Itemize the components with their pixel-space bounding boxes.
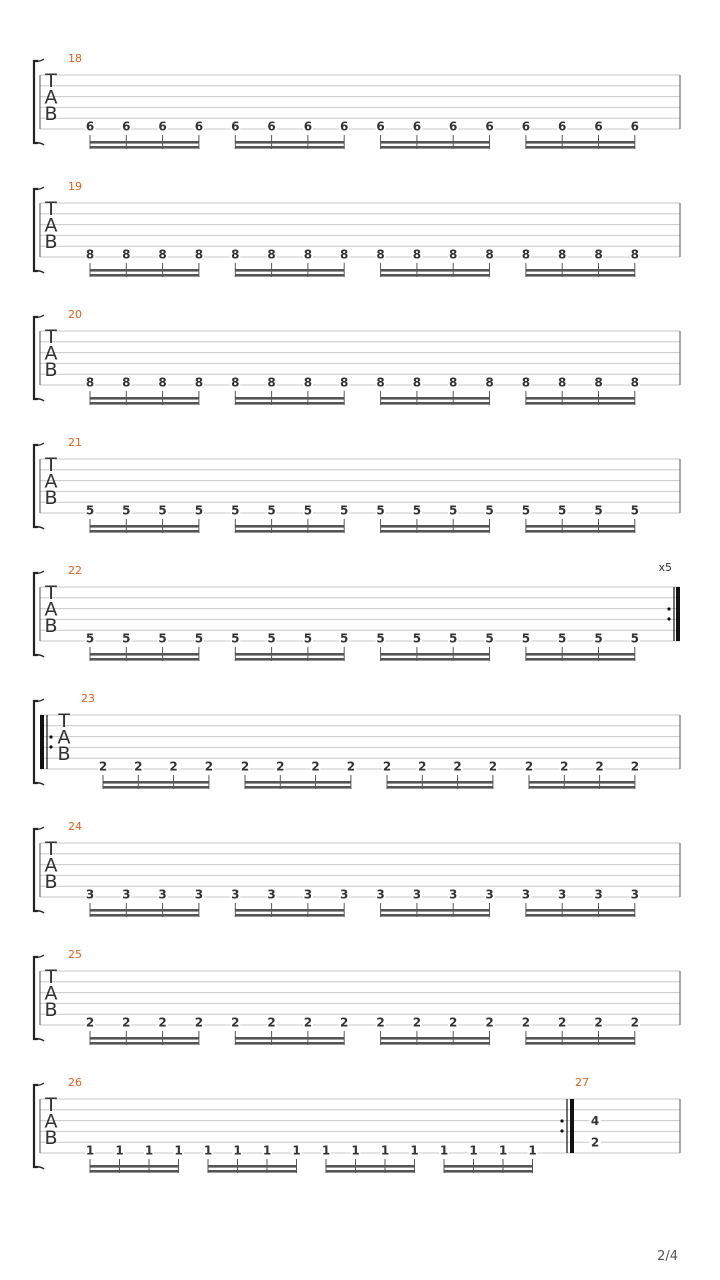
fret-number: 8 xyxy=(558,247,567,262)
tab-system xyxy=(34,436,680,533)
fret-number: 1 xyxy=(85,1143,95,1158)
fret-number: 1 xyxy=(174,1143,183,1158)
fret-number: 2 xyxy=(267,1015,276,1030)
beam-primary xyxy=(526,1042,635,1045)
fret-number: 3 xyxy=(594,887,603,902)
beam-secondary xyxy=(526,141,635,144)
beam-primary xyxy=(235,1042,344,1045)
tab-clef-letter: A xyxy=(44,86,58,109)
beam-primary xyxy=(526,530,635,533)
fret-number: 5 xyxy=(267,503,276,518)
beam-primary xyxy=(387,786,493,789)
fret-number: 5 xyxy=(558,503,567,518)
fret-number: 5 xyxy=(521,631,531,646)
system-bracket xyxy=(34,61,38,143)
fret-number: 5 xyxy=(412,503,422,518)
beam-primary xyxy=(381,1042,490,1045)
tab-clef-letter: A xyxy=(44,598,58,621)
tab-system xyxy=(34,308,680,405)
measure-number: 22 xyxy=(68,564,82,577)
fret-number: 1 xyxy=(233,1143,242,1158)
beam-secondary xyxy=(235,909,344,912)
fret-number: 5 xyxy=(558,631,567,646)
fret-number: 8 xyxy=(521,375,531,390)
tab-clef-letter: B xyxy=(44,231,58,253)
fret-number: 2 xyxy=(231,1015,240,1030)
fret-number: 3 xyxy=(194,887,204,902)
fret-number: 5 xyxy=(521,503,531,518)
fret-number: 8 xyxy=(449,375,458,390)
fret-number: 6 xyxy=(231,119,240,134)
fret-number: 2 xyxy=(630,759,640,774)
fret-number: 6 xyxy=(558,119,567,134)
beam-secondary xyxy=(235,269,344,272)
fret-number: 2 xyxy=(418,759,427,774)
fret-number: 1 xyxy=(203,1143,213,1158)
fret-number: 5 xyxy=(485,503,494,518)
fret-number: 8 xyxy=(594,375,603,390)
tab-system xyxy=(34,1076,680,1173)
fret-number: 2 xyxy=(122,1015,131,1030)
fret-number: 5 xyxy=(376,503,385,518)
beam-secondary xyxy=(90,397,199,400)
fret-number: 5 xyxy=(630,503,639,518)
tab-clef-letter: B xyxy=(44,487,58,509)
beam-secondary xyxy=(103,781,209,784)
fret-number: 5 xyxy=(85,503,95,518)
beam-secondary xyxy=(526,269,635,272)
fret-number: 2 xyxy=(194,1015,204,1030)
system-bracket xyxy=(34,701,38,783)
fret-number: 1 xyxy=(410,1143,419,1158)
beam-primary xyxy=(529,786,635,789)
fret-number: 5 xyxy=(340,503,349,518)
fret-number: 1 xyxy=(469,1143,478,1158)
beam-primary xyxy=(526,402,635,405)
fret-number: 8 xyxy=(412,247,422,262)
fret-number: 8 xyxy=(485,375,494,390)
tab-system xyxy=(34,52,680,149)
fret-number: 8 xyxy=(194,247,204,262)
fret-number: 8 xyxy=(158,375,167,390)
fret-number: 2 xyxy=(485,1015,494,1030)
fret-number: 2 xyxy=(276,759,285,774)
fret-number: 8 xyxy=(412,375,422,390)
fret-number: 3 xyxy=(231,887,240,902)
fret-number: 2 xyxy=(169,759,178,774)
fret-number: 6 xyxy=(485,119,494,134)
fret-number: 8 xyxy=(267,247,276,262)
beam-primary xyxy=(235,530,344,533)
fret-number: 1 xyxy=(498,1143,508,1158)
measure-number: 24 xyxy=(68,820,82,833)
beam-secondary xyxy=(381,525,490,528)
fret-number: 1 xyxy=(292,1143,301,1158)
measure-number: 19 xyxy=(68,180,82,193)
system-bracket xyxy=(34,829,38,911)
beam-secondary xyxy=(90,1037,199,1040)
tab-clef-letter: T xyxy=(45,1094,57,1116)
measure-number: 18 xyxy=(68,52,82,65)
repeat-dot xyxy=(667,617,670,620)
fret-number: 8 xyxy=(85,375,95,390)
fret-number: 8 xyxy=(231,375,240,390)
tab-clef-letter: A xyxy=(44,470,58,493)
fret-number: 5 xyxy=(594,631,603,646)
fret-number: 2 xyxy=(630,1015,639,1030)
fret-number: 6 xyxy=(267,119,276,134)
fret-number: 3 xyxy=(558,887,567,902)
beam-secondary xyxy=(526,525,635,528)
beam-secondary xyxy=(526,909,635,912)
fret-number: 2 xyxy=(240,759,250,774)
tab-clef-letter: B xyxy=(44,871,58,893)
beam-primary xyxy=(90,1170,179,1173)
beam-primary xyxy=(90,402,199,405)
beam-secondary xyxy=(235,525,344,528)
beam-primary xyxy=(208,1170,297,1173)
fret-number: 3 xyxy=(122,887,131,902)
fret-number: 8 xyxy=(630,247,639,262)
fret-number: 3 xyxy=(267,887,276,902)
tab-clef-letter: T xyxy=(45,582,57,604)
page-number: 2/4 xyxy=(657,1249,678,1264)
fret-number: 3 xyxy=(449,887,458,902)
beam-secondary xyxy=(381,909,490,912)
fret-number: 5 xyxy=(158,631,167,646)
fret-number: 1 xyxy=(262,1143,272,1158)
fret-number: 6 xyxy=(521,119,531,134)
fret-number: 8 xyxy=(158,247,167,262)
tab-clef-letter: A xyxy=(44,854,58,877)
beam-secondary xyxy=(245,781,351,784)
fret-number: 2 xyxy=(134,759,143,774)
measure-number: 27 xyxy=(575,1076,589,1089)
beam-secondary xyxy=(90,525,199,528)
fret-number: 2 xyxy=(590,1135,600,1150)
beam-primary xyxy=(526,274,635,277)
fret-number: 8 xyxy=(122,375,131,390)
tab-system xyxy=(34,561,680,661)
beam-secondary xyxy=(90,909,199,912)
fret-number: 1 xyxy=(439,1143,449,1158)
tab-system xyxy=(34,948,680,1045)
beam-primary xyxy=(90,274,199,277)
tab-system xyxy=(34,180,680,277)
tab-clef-letter: A xyxy=(44,342,58,365)
beam-secondary xyxy=(529,781,635,784)
beam-primary xyxy=(381,658,490,661)
tab-clef-letter: T xyxy=(45,838,57,860)
fret-number: 2 xyxy=(595,759,604,774)
beam-secondary xyxy=(381,269,490,272)
repeat-dot xyxy=(667,607,670,610)
fret-number: 8 xyxy=(449,247,458,262)
beam-primary xyxy=(235,402,344,405)
fret-number: 5 xyxy=(303,631,313,646)
beam-secondary xyxy=(90,141,199,144)
measure-number: 26 xyxy=(68,1076,82,1089)
fret-number: 2 xyxy=(204,759,214,774)
fret-number: 5 xyxy=(449,503,458,518)
fret-number: 5 xyxy=(158,503,167,518)
fret-number: 2 xyxy=(488,759,498,774)
tab-clef-letter: T xyxy=(45,454,57,476)
fret-number: 2 xyxy=(303,1015,313,1030)
system-bracket xyxy=(34,445,38,527)
fret-number: 2 xyxy=(346,759,356,774)
beam-primary xyxy=(381,146,490,149)
fret-number: 8 xyxy=(303,375,313,390)
beam-secondary xyxy=(208,1165,297,1168)
fret-number: 3 xyxy=(158,887,167,902)
tab-system xyxy=(34,692,680,789)
barline-thick xyxy=(570,1099,574,1153)
fret-number: 3 xyxy=(630,887,639,902)
beam-secondary xyxy=(235,397,344,400)
fret-number: 3 xyxy=(303,887,313,902)
fret-number: 2 xyxy=(85,1015,95,1030)
fret-number: 2 xyxy=(311,759,320,774)
fret-number: 3 xyxy=(521,887,531,902)
beam-secondary xyxy=(387,781,493,784)
fret-number: 8 xyxy=(303,247,313,262)
fret-number: 8 xyxy=(630,375,639,390)
fret-number: 8 xyxy=(558,375,567,390)
fret-number: 8 xyxy=(521,247,531,262)
beam-secondary xyxy=(444,1165,533,1168)
beam-secondary xyxy=(381,1037,490,1040)
beam-secondary xyxy=(235,653,344,656)
fret-number: 1 xyxy=(115,1143,124,1158)
system-bracket xyxy=(34,957,38,1039)
tab-clef-letter: B xyxy=(57,743,71,765)
tab-clef-letter: T xyxy=(45,198,57,220)
fret-number: 8 xyxy=(267,375,276,390)
fret-number: 2 xyxy=(382,759,392,774)
fret-number: 6 xyxy=(630,119,639,134)
tab-clef-letter: A xyxy=(44,982,58,1005)
fret-number: 6 xyxy=(122,119,131,134)
beam-secondary xyxy=(381,653,490,656)
beam-secondary xyxy=(90,1165,179,1168)
beam-primary xyxy=(381,914,490,917)
tab-clef-letter: A xyxy=(57,726,71,749)
beam-primary xyxy=(381,274,490,277)
beam-primary xyxy=(526,914,635,917)
repeat-start-thick-bar xyxy=(40,715,44,769)
fret-number: 6 xyxy=(449,119,458,134)
beam-primary xyxy=(235,658,344,661)
beam-primary xyxy=(526,658,635,661)
tab-clef-letter: B xyxy=(44,615,58,637)
fret-number: 3 xyxy=(85,887,95,902)
beam-secondary xyxy=(235,141,344,144)
beam-primary xyxy=(90,530,199,533)
beam-primary xyxy=(381,402,490,405)
fret-number: 8 xyxy=(485,247,494,262)
tab-clef-letter: A xyxy=(44,214,58,237)
fret-number: 8 xyxy=(594,247,603,262)
fret-number: 2 xyxy=(376,1015,385,1030)
fret-number: 5 xyxy=(85,631,95,646)
fret-number: 8 xyxy=(376,247,385,262)
repeat-end-thick-bar xyxy=(676,587,680,641)
fret-number: 1 xyxy=(144,1143,154,1158)
fret-number: 8 xyxy=(85,247,95,262)
beam-secondary xyxy=(90,269,199,272)
beam-primary xyxy=(90,914,199,917)
fret-number: 5 xyxy=(340,631,349,646)
tab-clef-letter: T xyxy=(58,710,70,732)
beam-primary xyxy=(90,1042,199,1045)
system-bracket xyxy=(34,189,38,271)
fret-number: 2 xyxy=(521,1015,531,1030)
fret-number: 2 xyxy=(449,1015,458,1030)
beam-secondary xyxy=(326,1165,415,1168)
fret-number: 5 xyxy=(376,631,385,646)
tab-clef-letter: B xyxy=(44,359,58,381)
beam-secondary xyxy=(526,1037,635,1040)
tab-clef-letter: B xyxy=(44,1127,58,1149)
fret-number: 5 xyxy=(231,631,240,646)
beam-primary xyxy=(245,786,351,789)
fret-number: 2 xyxy=(560,759,569,774)
fret-number: 2 xyxy=(558,1015,567,1030)
fret-number: 4 xyxy=(590,1114,600,1129)
beam-primary xyxy=(90,146,199,149)
fret-number: 6 xyxy=(340,119,349,134)
fret-number: 1 xyxy=(321,1143,331,1158)
beam-primary xyxy=(444,1170,533,1173)
fret-number: 5 xyxy=(412,631,422,646)
fret-number: 8 xyxy=(376,375,385,390)
repeat-dot xyxy=(49,745,52,748)
fret-number: 5 xyxy=(303,503,313,518)
fret-number: 1 xyxy=(351,1143,360,1158)
repeat-dot xyxy=(560,1129,563,1132)
fret-number: 1 xyxy=(528,1143,537,1158)
fret-number: 2 xyxy=(412,1015,422,1030)
system-bracket xyxy=(34,1085,38,1167)
beam-secondary xyxy=(526,397,635,400)
fret-number: 2 xyxy=(594,1015,603,1030)
fret-number: 8 xyxy=(231,247,240,262)
fret-number: 3 xyxy=(485,887,494,902)
beam-primary xyxy=(235,274,344,277)
fret-number: 6 xyxy=(194,119,204,134)
measure-number: 21 xyxy=(68,436,82,449)
measure-number: 25 xyxy=(68,948,82,961)
fret-number: 3 xyxy=(340,887,349,902)
beam-primary xyxy=(326,1170,415,1173)
fret-number: 6 xyxy=(158,119,167,134)
beam-secondary xyxy=(381,141,490,144)
fret-number: 3 xyxy=(376,887,385,902)
measure-number: 23 xyxy=(81,692,95,705)
fret-number: 6 xyxy=(303,119,313,134)
fret-number: 8 xyxy=(194,375,204,390)
fret-number: 8 xyxy=(122,247,131,262)
tab-system xyxy=(34,820,680,917)
beam-primary xyxy=(90,658,199,661)
repeat-count: x5 xyxy=(658,561,672,574)
fret-number: 5 xyxy=(231,503,240,518)
tab-clef-letter: T xyxy=(45,70,57,92)
fret-number: 5 xyxy=(630,631,639,646)
tab-clef-letter: B xyxy=(44,999,58,1021)
tab-clef-letter: B xyxy=(44,103,58,125)
fret-number: 2 xyxy=(98,759,108,774)
fret-number: 8 xyxy=(340,375,349,390)
repeat-dot xyxy=(49,735,52,738)
system-bracket xyxy=(34,317,38,399)
fret-number: 5 xyxy=(194,631,204,646)
fret-number: 6 xyxy=(376,119,385,134)
fret-number: 2 xyxy=(453,759,462,774)
fret-number: 6 xyxy=(85,119,95,134)
fret-number: 5 xyxy=(122,631,131,646)
beam-secondary xyxy=(90,653,199,656)
repeat-dot xyxy=(560,1119,563,1122)
fret-number: 5 xyxy=(449,631,458,646)
fret-number: 2 xyxy=(158,1015,167,1030)
fret-number: 5 xyxy=(485,631,494,646)
beam-primary xyxy=(103,786,209,789)
fret-number: 5 xyxy=(594,503,603,518)
fret-number: 1 xyxy=(380,1143,390,1158)
fret-number: 3 xyxy=(412,887,422,902)
beam-secondary xyxy=(235,1037,344,1040)
beam-secondary xyxy=(381,397,490,400)
tab-clef-letter: A xyxy=(44,1110,58,1133)
fret-number: 5 xyxy=(194,503,204,518)
fret-number: 6 xyxy=(594,119,603,134)
beam-secondary xyxy=(526,653,635,656)
fret-number: 5 xyxy=(122,503,131,518)
system-bracket xyxy=(34,573,38,655)
fret-number: 6 xyxy=(412,119,422,134)
beam-primary xyxy=(526,146,635,149)
fret-number: 8 xyxy=(340,247,349,262)
beam-primary xyxy=(235,914,344,917)
tab-clef-letter: T xyxy=(45,966,57,988)
fret-number: 5 xyxy=(267,631,276,646)
fret-number: 2 xyxy=(524,759,534,774)
beam-primary xyxy=(235,146,344,149)
tab-clef-letter: T xyxy=(45,326,57,348)
beam-primary xyxy=(381,530,490,533)
fret-number: 2 xyxy=(340,1015,349,1030)
measure-number: 20 xyxy=(68,308,82,321)
